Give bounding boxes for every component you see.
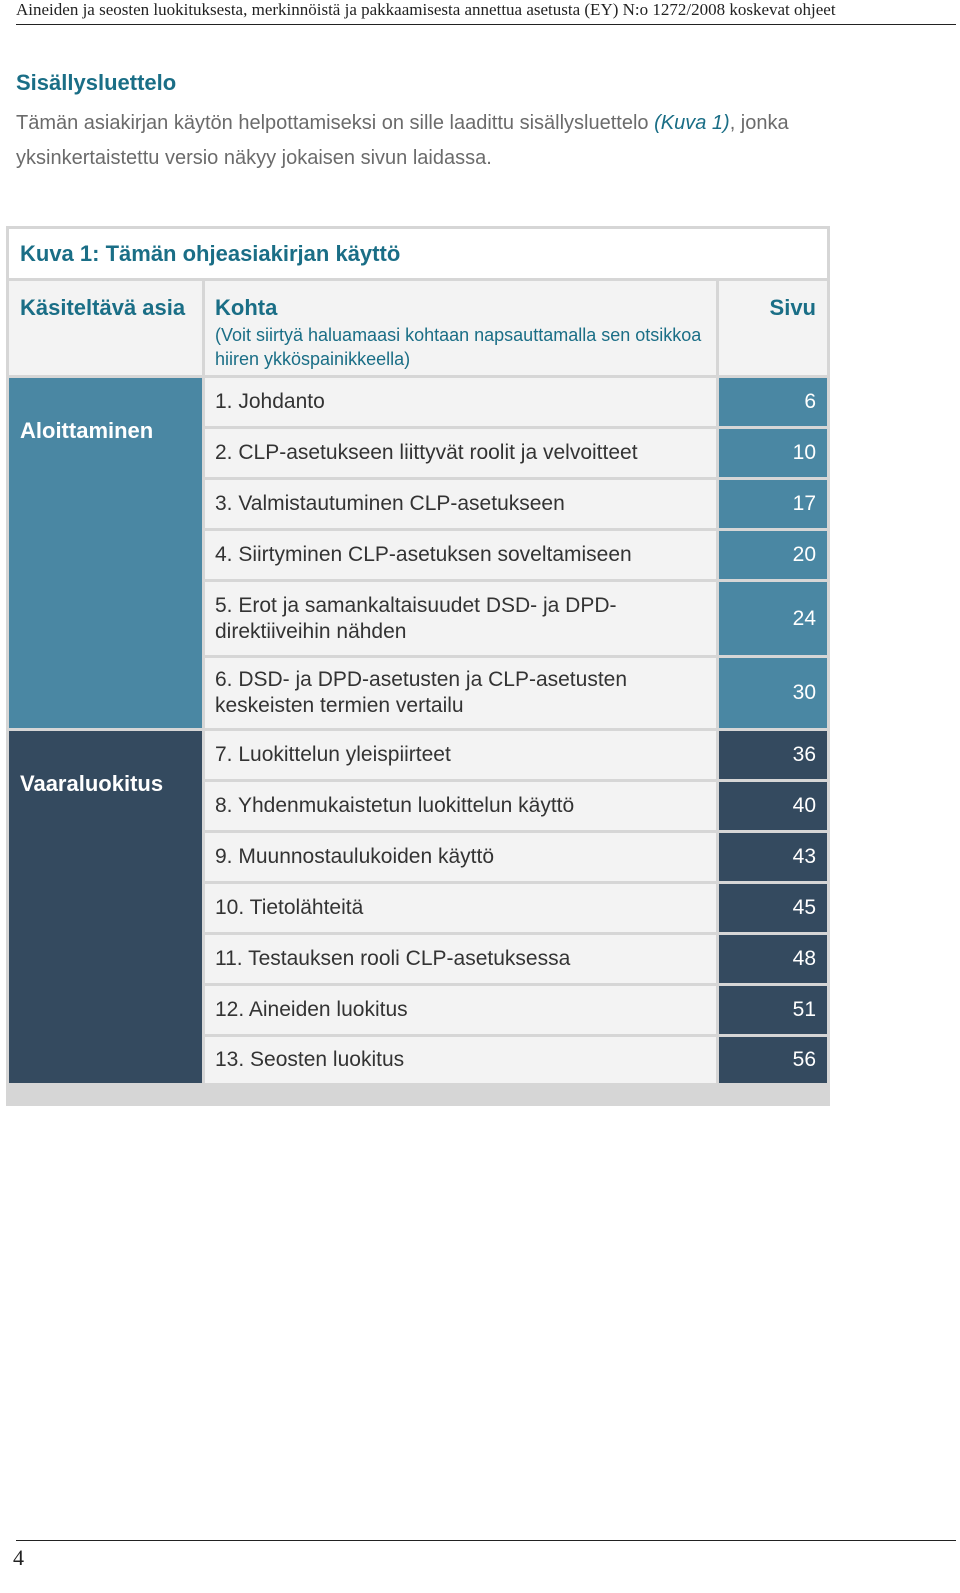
- column-header-topic: Käsiteltävä asia: [9, 281, 202, 375]
- page-number-2: 10: [719, 429, 827, 477]
- page-number-9: 43: [719, 833, 827, 881]
- section-link-8[interactable]: 8. Yhdenmukaistetun luokittelun käyttö: [205, 782, 716, 830]
- page-number-3: 17: [719, 480, 827, 528]
- group-vaaraluokitus: Vaaraluokitus: [9, 731, 202, 1083]
- page-number-10: 45: [719, 884, 827, 932]
- page-number-5: 24: [719, 582, 827, 655]
- intro-text-before: Tämän asiakirjan käytön helpottamiseksi on sille laadittu sisällysluettelo: [16, 112, 655, 134]
- page-number-13: 56: [719, 1037, 827, 1083]
- section-link-1[interactable]: 1. Johdanto: [205, 378, 716, 426]
- page-number-11: 48: [719, 935, 827, 983]
- page-number: 4: [13, 1545, 24, 1570]
- section-link-2[interactable]: 2. CLP-asetukseen liittyvät roolit ja velvoitteet: [205, 429, 716, 477]
- section-link-3[interactable]: 3. Valmistautuminen CLP-asetukseen: [205, 480, 716, 528]
- section-link-13[interactable]: 13. Seosten luokitus: [205, 1037, 716, 1083]
- page-number-12: 51: [719, 986, 827, 1034]
- page-number-8: 40: [719, 782, 827, 830]
- section-title: Sisällysluettelo: [16, 70, 177, 95]
- page-number-6: 30: [719, 658, 827, 728]
- column-header-page: Sivu: [719, 281, 827, 375]
- intro-paragraph: [16, 106, 846, 176]
- page-number-7: 36: [719, 731, 827, 779]
- section-link-11[interactable]: 11. Testauksen rooli CLP-asetuksessa: [205, 935, 716, 983]
- footer-divider: [16, 1540, 956, 1541]
- figure-title: Kuva 1: Tämän ohjeasiakirjan käyttö: [9, 229, 827, 278]
- section-link-5[interactable]: 5. Erot ja samankaltaisuudet DSD- ja DPD-direktiiveihin nähden: [205, 582, 716, 655]
- intro-text-after: , jonka yksinkertaistettu versio näkyy jokaisen sivun laidassa.: [16, 112, 789, 169]
- page-number-1: 6: [719, 378, 827, 426]
- section-link-9[interactable]: 9. Muunnostaulukoiden käyttö: [205, 833, 716, 881]
- page-number-4: 20: [719, 531, 827, 579]
- section-link-7[interactable]: 7. Luokittelun yleispiirteet: [205, 731, 716, 779]
- section-link-10[interactable]: 10. Tietolähteitä: [205, 884, 716, 932]
- group-aloittaminen: Aloittaminen: [9, 378, 202, 728]
- section-link-4[interactable]: 4. Siirtyminen CLP-asetuksen soveltamiseen: [205, 531, 716, 579]
- section-link-12[interactable]: 12. Aineiden luokitus: [205, 986, 716, 1034]
- column-header-section-note: (Voit siirtyä haluamaasi kohtaan napsauttamalla sen otsikkoa hiiren ykköspainikkeella): [215, 325, 702, 369]
- toc-figure: [6, 226, 830, 1106]
- column-header-section-label: Kohta: [215, 295, 278, 320]
- figure-reference-link[interactable]: (Kuva 1): [654, 112, 730, 134]
- column-header-section: [205, 281, 716, 375]
- section-link-6[interactable]: 6. DSD- ja DPD-asetusten ja CLP-asetusten keskeisten termien vertailu: [205, 658, 716, 728]
- running-header: Aineiden ja seosten luokituksesta, merkinnöistä ja pakkaamisesta annettua asetusta (EY) N:o 1272/2008 koskevat ohjeet: [16, 0, 956, 25]
